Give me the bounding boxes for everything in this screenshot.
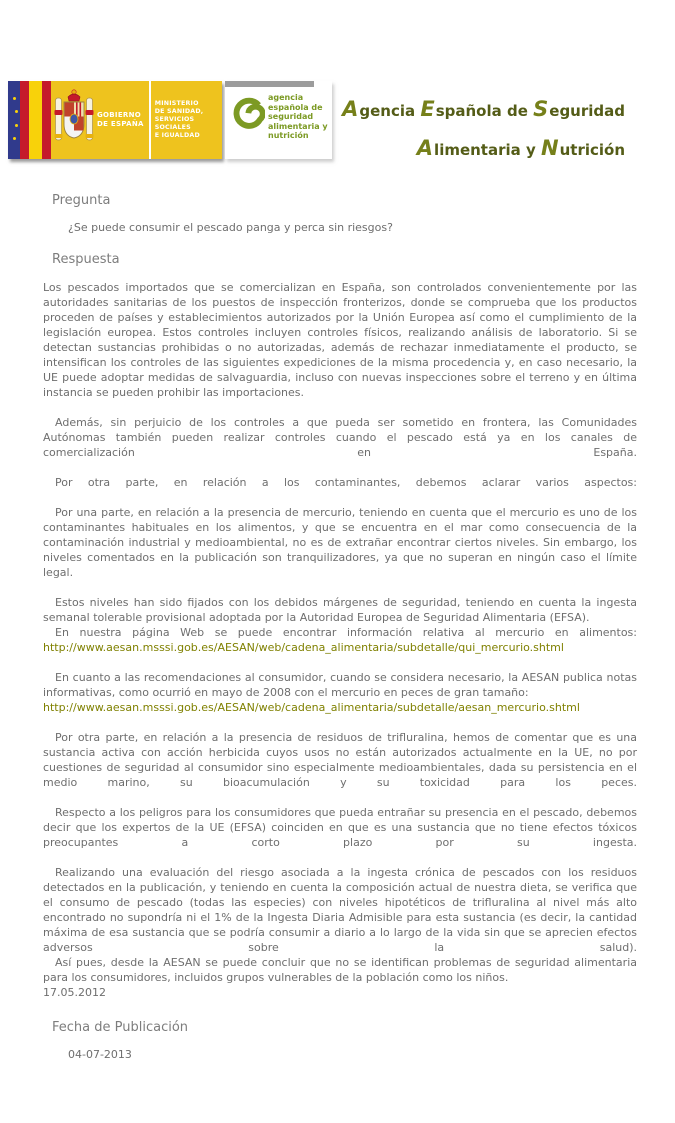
answer-paragraph-6: En cuanto a las recomendaciones al consumidor, cuando se considera necesario, la AESAN publica notas informativas, como ocurrió en mayo de 2008 con el mercurio en peces de gran tamaño: bbox=[43, 671, 637, 699]
agency-text-line-5: nutrición bbox=[268, 131, 309, 140]
eu-flag-strip bbox=[8, 81, 20, 159]
agency-text-line-4: alimentaria y bbox=[268, 121, 328, 131]
answer-date-note: 17.05.2012 bbox=[43, 986, 106, 999]
question-text: ¿Se puede consumir el pescado panga y perca sin riesgos? bbox=[68, 221, 393, 234]
title-line-2: Alimentaria y Nutrición bbox=[416, 136, 625, 160]
agency-text-line-2: española de bbox=[268, 102, 323, 112]
agency-logo bbox=[225, 81, 332, 159]
spain-flag-yellow-stripe bbox=[29, 81, 42, 159]
spain-flag-red-stripe bbox=[20, 81, 29, 159]
agency-gray-bar bbox=[225, 81, 314, 87]
title-line-1: Agencia Española de Seguridad bbox=[342, 97, 625, 121]
government-logo-gold-field bbox=[51, 81, 222, 159]
eu-star-icon bbox=[13, 137, 16, 140]
publication-date: 04-07-2013 bbox=[68, 1048, 132, 1061]
mercury-info-link[interactable]: http://www.aesan.msssi.gob.es/AESAN/web/cadena_alimentaria/subdetalle/qui_mercurio.shtml bbox=[43, 641, 564, 654]
aesan-spiral-icon bbox=[229, 94, 265, 140]
coat-of-arms-icon bbox=[54, 87, 94, 153]
logo-divider bbox=[149, 81, 151, 159]
answer-paragraph-4: Por una parte, en relación a la presencia de mercurio, teniendo en cuenta que el mercurio es uno de los contaminantes habituales en los alimentos, y que se encuentra en el mar como consecuencia de la contaminación industrial y medioambiental, no es de extrañar encontrar ciertos niveles. Sin embargo, los niveles comentados en la publicación son tranquilizadores, ya que no superan en ningún caso el límite legal. bbox=[43, 506, 637, 579]
ministerio-line-3: E IGUALDAD bbox=[154, 132, 200, 139]
main-content bbox=[43, 186, 637, 1079]
answer-paragraph-5a: Estos niveles han sido fijados con los debidos márgenes de seguridad, teniendo en cuenta la ingesta semanal tolerable provisional adoptada por la Autoridad Europea de Seguridad Alimentaria (EFSA). bbox=[43, 596, 637, 624]
agency-logo-text bbox=[268, 93, 328, 141]
answer-paragraph-9b: Así pues, desde la AESAN se puede concluir que no se identifican problemas de seguridad alimentaria para los consumidores, incluidos grupos vulnerables de la población como los niños. bbox=[43, 956, 637, 984]
spain-flag-red-stripe bbox=[42, 81, 51, 159]
government-logo bbox=[8, 81, 222, 159]
eu-star-icon bbox=[13, 97, 16, 100]
ministerio-text bbox=[155, 100, 222, 140]
answer-paragraph-1: Los pescados importados que se comercializan en España, son controlados convenientemente por las autoridades sanitarias de los puestos de inspección fronterizos, donde se comprueba que los productos proceden de países y establecimientos autorizados por la Unión Europea así como el cumplimiento de la legislación europea. Estos controles incluyen controles físicos, realizando análisis de laboratorio. Si se detectan sustancias prohibidas o no autorizadas, además de rechazar inmediatamente el producto, se intensifican los controles de las siguientes expediciones de la misma procedencia y, en caso necesario, la UE puede adoptar medidas de salvaguardia, incluso con nuevas inspecciones sobre el terreno y en última instancia se pueden prohibir las importaciones. bbox=[43, 281, 637, 399]
aesan-mercury-note-link[interactable]: http://www.aesan.msssi.gob.es/AESAN/web/cadena_alimentaria/subdetalle/aesan_mercurio.shtml bbox=[43, 701, 580, 714]
answer-paragraph-7: Por otra parte, en relación a la presencia de residuos de trifluralina, hemos de comentar que es una sustancia activa con acción herbicida cuyos usos no están autorizados actualmente en la UE, no por cuestiones de seguridad al consumidor sino especialmente medioambientales, dada su persistencia en el medio marino, su bioacumulación y su toxicidad para los peces. bbox=[43, 731, 637, 789]
page-title bbox=[342, 97, 625, 160]
answer-paragraph-9a: Realizando una evaluación del riesgo asociada a la ingesta crónica de pescados con los residuos detectados en la publicación, y teniendo en cuenta la composición actual de nuestra dieta, se verifica que el consumo de pescado (todas las especies) con niveles hipotéticos de trifluralina al nivel más alto encontrado no supondría ni el 1% de la Ingesta Diaria Admisible para esta sustancia (es decir, la cantidad máxima de esa sustancia que se podría consumir a diario a lo largo de la vida sin que se aprecien efectos adversos sobre la salud). bbox=[43, 866, 637, 954]
gobierno-text bbox=[97, 111, 144, 129]
answer-paragraph-5b: En nuestra página Web se puede encontrar información relativa al mercurio en alimentos: bbox=[55, 626, 637, 639]
answer-paragraph-3: Por otra parte, en relación a los contaminantes, debemos aclarar varios aspectos: bbox=[55, 476, 637, 489]
gobierno-line-1: GOBIERNO bbox=[97, 111, 142, 119]
answer-heading: Respuesta bbox=[52, 252, 120, 267]
eu-star-icon bbox=[15, 124, 18, 127]
gobierno-line-2: DE ESPAÑA bbox=[97, 120, 144, 128]
agency-text-line-1: agencia bbox=[268, 93, 304, 102]
question-heading: Pregunta bbox=[52, 193, 111, 208]
ministerio-line-1: MINISTERIO bbox=[154, 100, 199, 107]
publication-date-heading: Fecha de Publicación bbox=[52, 1020, 189, 1035]
ministerio-line-2: DE SANIDAD, SERVICIOS SOCIALES bbox=[154, 108, 204, 131]
eu-star-icon bbox=[15, 110, 18, 113]
answer-paragraph-8: Respecto a los peligros para los consumidores que pueda entrañar su presencia en el pescado, debemos decir que los expertos de la UE (EFSA) coinciden en que es una sustancia que no tiene efectos tóxicos preocupantes a corto plazo por su ingesta. bbox=[43, 806, 637, 849]
answer-paragraph-2: Además, sin perjuicio de los controles a que pueda ser sometido en frontera, las Comunidades Autónomas también pueden realizar controles cuando el pescado está ya en los canales de comercialización en España. bbox=[43, 416, 637, 459]
agency-text-line-3: seguridad bbox=[268, 112, 314, 121]
